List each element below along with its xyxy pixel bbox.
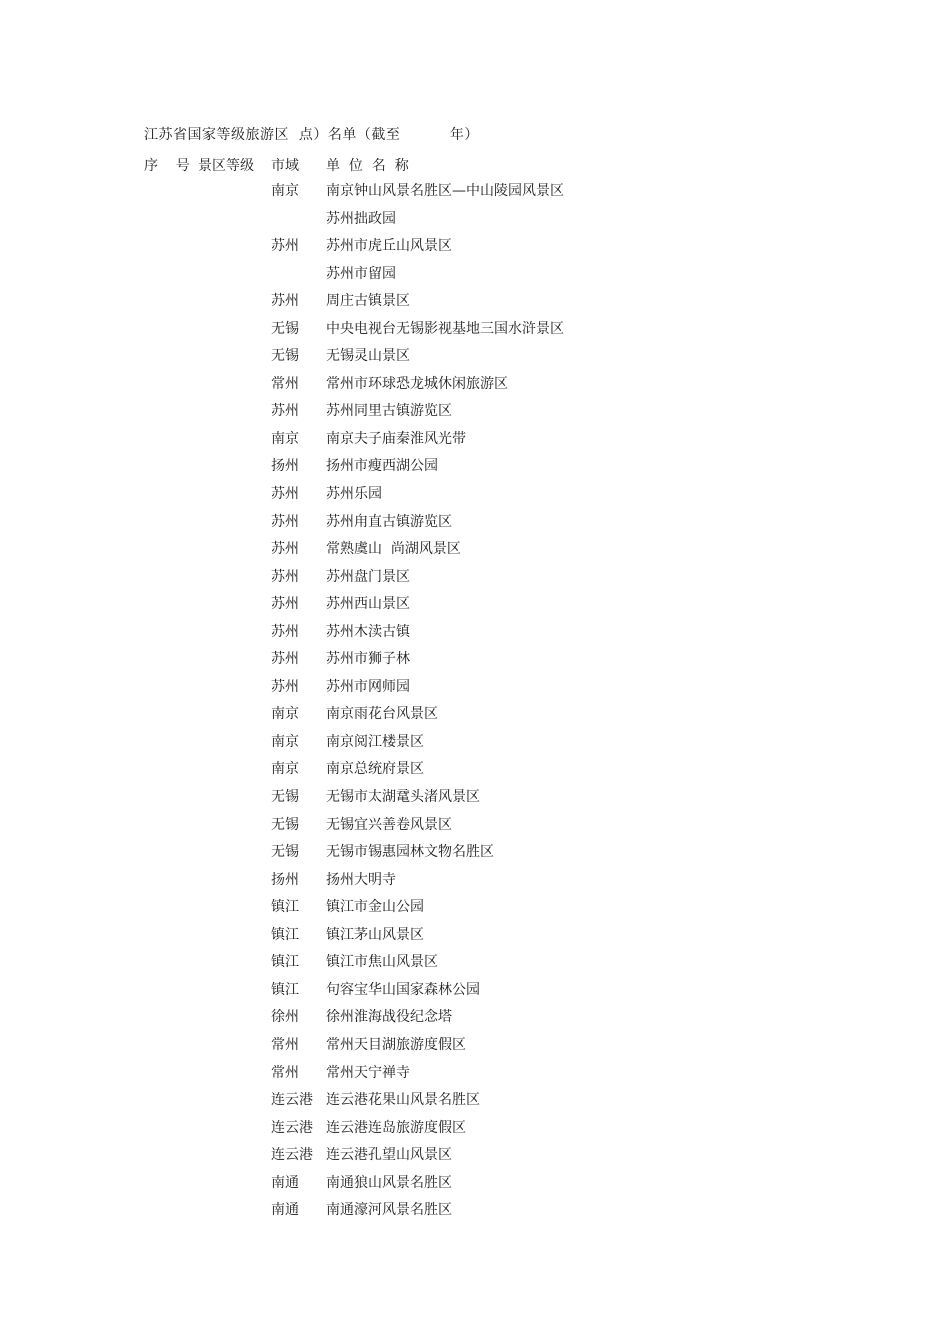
row-unit-name: 常州市环球恐龙城休闲旅游区 [326,375,508,392]
row-unit-name: 南京阅江楼景区 [326,733,424,750]
table-row [0,591,950,619]
table-row [0,756,950,784]
table-row [0,922,950,950]
row-unit-name: 苏州甪直古镇游览区 [326,513,452,530]
row-city: 苏州 [271,678,299,695]
table-row [0,564,950,592]
row-city: 无锡 [271,816,299,833]
row-city: 苏州 [271,403,299,420]
row-unit-name: 无锡宜兴善卷风景区 [326,816,452,833]
table-row [0,1060,950,1088]
row-city: 扬州 [271,871,299,888]
table-row [0,481,950,509]
row-unit-name: 苏州市狮子林 [326,651,410,668]
table-row [0,233,950,261]
table-row [0,949,950,977]
row-unit-name: 周庄古镇景区 [326,293,410,310]
row-unit-name: 苏州盘门景区 [326,568,410,585]
table-row [0,426,950,454]
row-city: 无锡 [271,320,299,337]
row-city: 苏州 [271,623,299,640]
table-row [0,1142,950,1170]
row-unit-name: 镇江市焦山风景区 [326,954,438,971]
row-unit-name: 常州天宁禅寺 [326,1064,410,1081]
row-unit-name: 苏州同里古镇游览区 [326,403,452,420]
row-unit-name: 镇江市金山公园 [326,899,424,916]
row-city: 扬州 [271,458,299,475]
row-city: 南通 [271,1202,299,1219]
row-city: 常州 [271,375,299,392]
header-level: 景区等级 [198,158,254,174]
table-row [0,206,950,234]
row-unit-name: 苏州拙政园 [326,210,396,227]
table-row [0,867,950,895]
document-title: 江苏省国家等级旅游区 点）名单（截至 年） [144,127,479,143]
row-city: 南京 [271,706,299,723]
table-row [0,398,950,426]
table-row [0,1087,950,1115]
row-city: 镇江 [271,926,299,943]
row-city: 无锡 [271,348,299,365]
table-row [0,812,950,840]
row-unit-name: 徐州淮海战役纪念塔 [326,1009,452,1026]
row-unit-name: 苏州西山景区 [326,596,410,613]
table-row [0,261,950,289]
table-row [0,729,950,757]
scenic-area-list [0,178,950,1225]
table-row [0,453,950,481]
row-city: 连云港 [271,1092,313,1109]
row-unit-name: 连云港孔望山风景区 [326,1147,452,1164]
row-unit-name: 扬州大明寺 [326,871,396,888]
table-row [0,619,950,647]
table-row [0,1032,950,1060]
row-unit-name: 句容宝华山国家森林公园 [326,981,480,998]
row-city: 苏州 [271,486,299,503]
table-row [0,509,950,537]
table-row [0,784,950,812]
row-unit-name: 无锡市锡惠园林文物名胜区 [326,844,494,861]
table-row [0,1115,950,1143]
row-city: 苏州 [271,596,299,613]
row-unit-name: 南京钟山风景名胜区—中山陵园风景区 [326,183,564,199]
row-unit-name: 连云港连岛旅游度假区 [326,1119,466,1136]
table-row [0,536,950,564]
row-city: 徐州 [271,1009,299,1026]
row-unit-name: 苏州乐园 [326,486,382,503]
table-row [0,839,950,867]
row-city: 苏州 [271,513,299,530]
row-unit-name: 南京总统府景区 [326,761,424,778]
table-row [0,894,950,922]
row-city: 无锡 [271,789,299,806]
row-city: 无锡 [271,844,299,861]
row-city: 南京 [271,430,299,447]
header-city: 市域 [271,158,299,174]
table-row [0,1197,950,1225]
row-unit-name: 苏州市虎丘山风景区 [326,238,452,255]
row-unit-name: 连云港花果山风景名胜区 [326,1092,480,1109]
row-unit-name: 常熟虞山 尚湖风景区 [326,541,461,558]
table-row [0,316,950,344]
table-row [0,701,950,729]
row-unit-name: 南通狼山风景名胜区 [326,1174,452,1191]
header-seq: 序 号 [144,158,190,174]
row-unit-name: 苏州市网师园 [326,678,410,695]
row-city: 苏州 [271,651,299,668]
table-row [0,1170,950,1198]
table-row [0,178,950,206]
row-unit-name: 常州天目湖旅游度假区 [326,1036,466,1053]
row-city: 南京 [271,761,299,778]
row-city: 苏州 [271,568,299,585]
row-unit-name: 南京夫子庙秦淮风光带 [326,430,466,447]
row-city: 南通 [271,1174,299,1191]
row-city: 镇江 [271,981,299,998]
table-header [0,154,950,178]
row-city: 连云港 [271,1147,313,1164]
table-row [0,674,950,702]
row-unit-name: 南通濠河风景名胜区 [326,1202,452,1219]
table-row [0,343,950,371]
row-city: 南京 [271,733,299,750]
table-row [0,977,950,1005]
row-unit-name: 中央电视台无锡影视基地三国水浒景区 [326,320,564,337]
row-city: 常州 [271,1064,299,1081]
row-city: 镇江 [271,899,299,916]
row-unit-name: 镇江茅山风景区 [326,926,424,943]
row-city: 连云港 [271,1119,313,1136]
row-city: 苏州 [271,238,299,255]
row-city: 镇江 [271,954,299,971]
table-row [0,371,950,399]
row-city: 苏州 [271,293,299,310]
table-row [0,288,950,316]
row-unit-name: 苏州木渎古镇 [326,623,410,640]
row-unit-name: 苏州市留园 [326,265,396,282]
row-city: 常州 [271,1036,299,1053]
row-city: 苏州 [271,541,299,558]
row-unit-name: 南京雨花台风景区 [326,706,438,723]
table-row [0,646,950,674]
row-unit-name: 无锡灵山景区 [326,348,410,365]
row-unit-name: 扬州市瘦西湖公园 [326,458,438,475]
row-unit-name: 无锡市太湖鼋头渚风景区 [326,789,480,806]
table-row [0,1004,950,1032]
row-city: 南京 [271,183,299,199]
header-name: 单 位 名 称 [326,158,409,174]
